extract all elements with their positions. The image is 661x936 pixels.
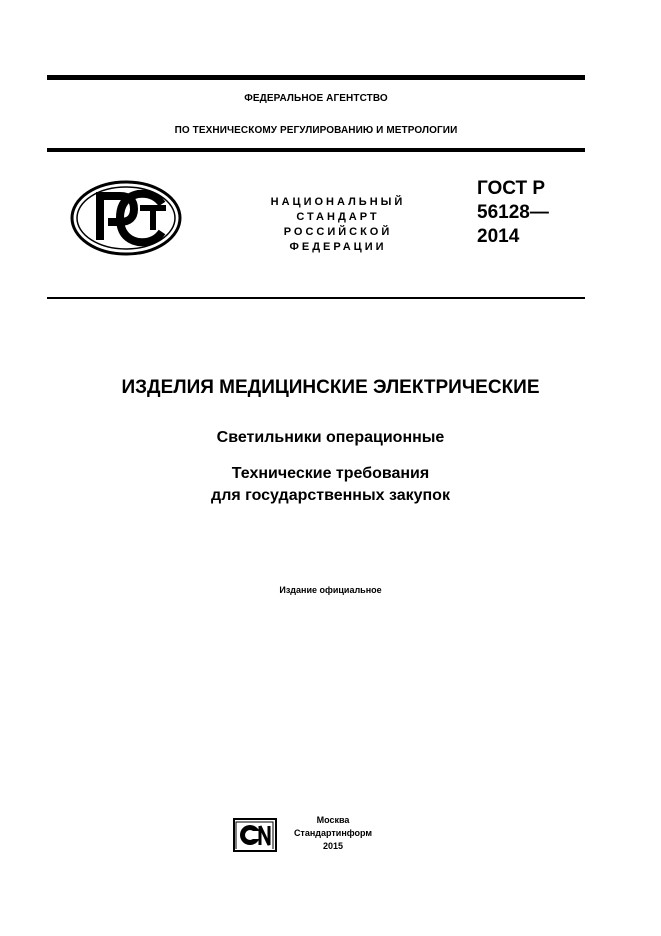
gost-number	[477, 177, 549, 249]
national-line3: РОССИЙСКОЙ	[283, 226, 393, 238]
gost-line3: 2014	[477, 226, 520, 247]
agency-name-line1: ФЕДЕРАЛЬНОЕ АГЕНТСТВО	[244, 93, 388, 104]
publisher-name: Стандартинформ	[293, 828, 373, 838]
publisher-year: 2015	[322, 841, 344, 851]
rst-certification-mark-icon	[70, 180, 182, 256]
gost-line2: 56128—	[477, 202, 549, 223]
document-title: ИЗДЕЛИЯ МЕДИЦИНСКИЕ ЭЛЕКТРИЧЕСКИЕ	[121, 377, 540, 398]
document-subtitle2: Технические требования	[231, 465, 430, 482]
standard-rule	[47, 297, 585, 299]
agency-name-line2: ПО ТЕХНИЧЕСКОМУ РЕГУЛИРОВАНИЮ И МЕТРОЛОГИИ	[174, 125, 458, 136]
national-line1: НАЦИОНАЛЬНЫЙ	[270, 196, 406, 208]
national-line2: СТАНДАРТ	[296, 211, 380, 223]
national-line4: ФЕДЕРАЦИИ	[289, 241, 387, 253]
national-standard-label	[258, 195, 418, 255]
document-subtitle3: для государственных закупок	[211, 487, 450, 504]
publisher-city: Москва	[316, 815, 350, 825]
top-rule	[47, 75, 585, 80]
gost-line1: ГОСТ Р	[477, 178, 546, 199]
standartinform-logo-icon	[233, 818, 277, 852]
edition-label: Издание официальное	[279, 585, 382, 595]
document-subtitle1: Светильники операционные	[216, 429, 445, 446]
header-rule	[47, 148, 585, 152]
